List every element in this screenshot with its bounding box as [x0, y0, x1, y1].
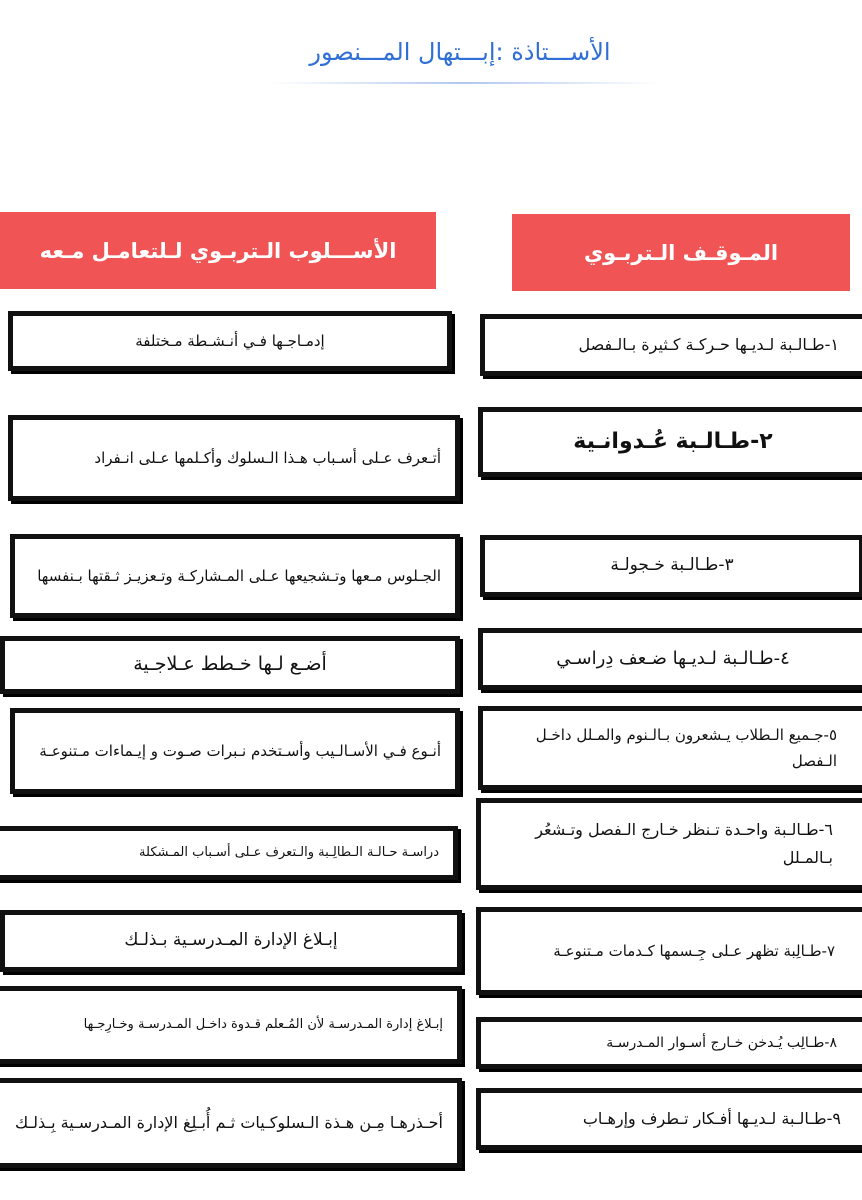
approach-4: أضـع لـها خـطط عـلاجـية [0, 636, 460, 694]
approach-7: إبـلاغ الإدارة المـدرسـية بـذلـك [0, 910, 462, 972]
approach-2: أتـعرف عـلى أسـباب هـذا الـسلوك وأكـلمها عـلى انـفراد [8, 415, 460, 501]
approach-6: دراسـة حـالـة الـطالِـبة والـتعرف عـلى أسـباب المـشكلة [0, 826, 458, 880]
header-approach: الأســـلوب الـتربـوي لـلتعامـل مـعه [0, 212, 436, 289]
situation-4: ٤-طـالـبة لـديـها ضـعف دِراسـي [478, 628, 862, 690]
situation-2: ٢-طـالـبة عُـدوانـية [478, 407, 862, 477]
approach-1: إدمـاجـها فـي أنـشـطة مـختلفة [8, 311, 452, 371]
approach-8: إبـلاغ إدارة المـدرسـة لأن المُـعلم قـدوة داخـل المـدرسـة وخـارِجـها [0, 986, 462, 1064]
author-name: الأســـتاذة :إبـــتهال المـــنصور [309, 38, 611, 66]
approach-9: أحـذرهـا مِـن هـذة الـسلوكـيات ثـم أُبـلِغ الإدارة المـدرسـية بِـذلـك [0, 1078, 462, 1168]
situation-3: ٣-طـالـبة خـجولـة [480, 535, 862, 597]
approach-3: الجـلوس مـعها وتـشجيعها عـلى المـشاركـة وتـعزيـز ثـقتها بـنفسها [10, 534, 460, 618]
situation-5: ٥-جـميع الـطلاب يـشعرون بـالـنوم والمـلل داخـل الـفصل [478, 706, 862, 790]
situation-9: ٩-طـالـبة لـديـها أفـكار تـطرف وإرهـاب [476, 1088, 862, 1150]
header-situation: المـوقـف الـتربـوي [512, 214, 850, 291]
situation-8: ٨-طـالِب يُـدخن خـارج أسـوار المـدرسـة [476, 1017, 862, 1069]
situation-7: ٧-طـالِبة تظهر عـلى جِـسمها كـدمات مـتنوعـة [476, 907, 862, 995]
situation-6: ٦-طـالـبة واحـدة تـنظر خـارج الـفصل وتـشعُر بـالمـلل [476, 798, 862, 890]
situation-1: ١-طـالـبة لـديـها حـركـة كـثيرة بـالـفصل [480, 314, 862, 376]
author-underline [270, 82, 660, 84]
approach-5: أنـوع فـي الأسـالـيب وأسـتخدم نـبرات صـوت و إيـماءات مـتنوعـة [10, 708, 460, 794]
